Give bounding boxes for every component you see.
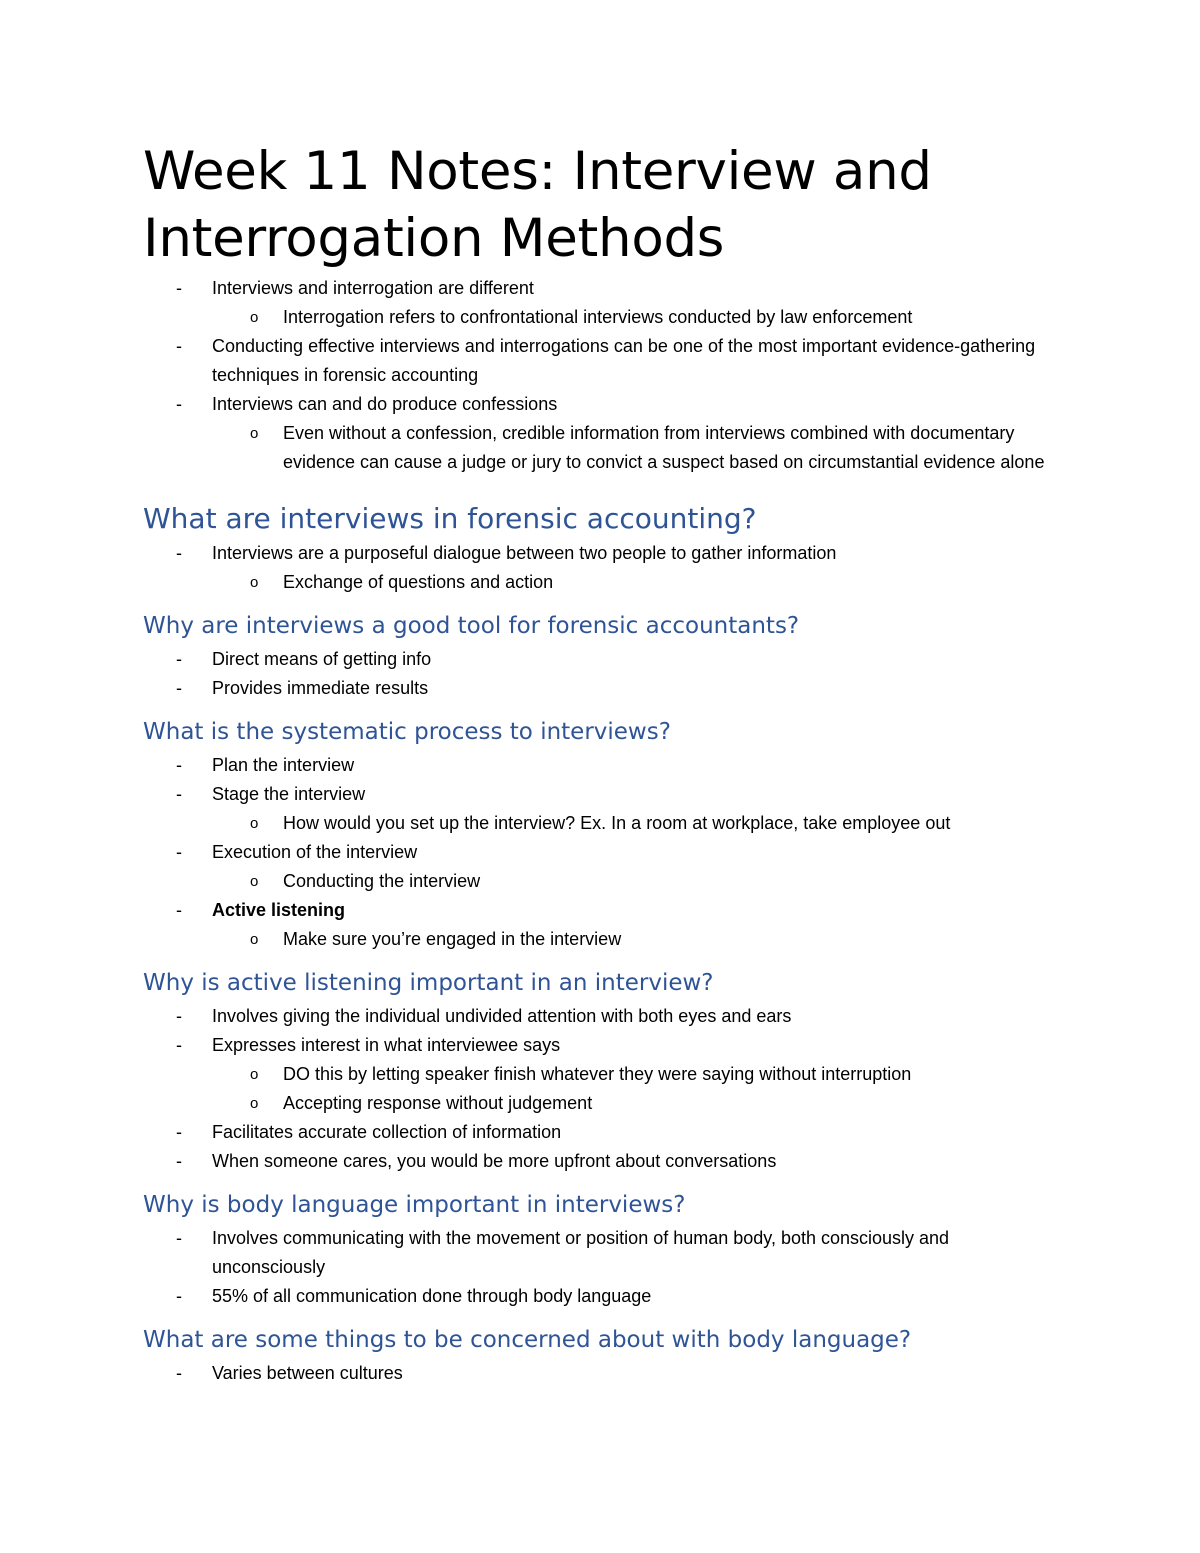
list-item xyxy=(143,896,1063,954)
list-item-text: Interviews are a purposeful dialogue between two people to gather information xyxy=(212,543,837,563)
sub-list-item-text: Accepting response without judgement xyxy=(283,1093,593,1113)
section-heading: What is the systematic process to interviews? xyxy=(143,719,671,745)
circle-bullet: o xyxy=(250,873,259,890)
circle-bullet: o xyxy=(250,574,259,591)
sub-list-item xyxy=(212,809,1063,838)
dash-bullet: - xyxy=(176,394,182,414)
list-item xyxy=(143,1147,1063,1176)
list-item-text: Interviews can and do produce confessions xyxy=(212,394,558,414)
sub-list-item-text: Conducting the interview xyxy=(283,871,481,891)
dash-bullet: - xyxy=(176,755,182,775)
list-item-text: 55% of all communication done through body language xyxy=(212,1286,652,1306)
list-item xyxy=(143,1224,1063,1282)
circle-bullet: o xyxy=(250,425,259,442)
section-heading: Why is active listening important in an interview? xyxy=(143,970,714,996)
sub-list-item-text: DO this by letting speaker finish whatever they were saying without interruption xyxy=(283,1064,912,1084)
list-item xyxy=(143,390,1063,477)
list-item xyxy=(143,1118,1063,1147)
sub-list-item xyxy=(212,1060,1063,1089)
list-item-text: Conducting effective interviews and interrogations can be one of the most important evidence-gathering techniques in forensic accounting xyxy=(212,336,1036,385)
dash-bullet: - xyxy=(176,1122,182,1142)
list-item-text: Active listening xyxy=(212,900,346,920)
sections-container xyxy=(143,501,1063,1388)
page-title: Week 11 Notes: Interview and Interrogation Methods xyxy=(143,141,932,269)
dash-bullet: - xyxy=(176,678,182,698)
sub-list xyxy=(143,867,1063,896)
list-item xyxy=(143,674,1063,703)
dash-bullet: - xyxy=(176,1035,182,1055)
dash-bullet: - xyxy=(176,900,182,920)
section-heading: What are some things to be concerned about with body language? xyxy=(143,1327,912,1353)
list-item-text: Varies between cultures xyxy=(212,1363,403,1383)
section-list xyxy=(143,645,1063,703)
section-heading: Why is body language important in interviews? xyxy=(143,1192,686,1218)
list-item xyxy=(143,274,1063,332)
circle-bullet: o xyxy=(250,931,259,948)
dash-bullet: - xyxy=(176,278,182,298)
list-item-text: Interviews and interrogation are different xyxy=(212,278,534,298)
list-item-text: Direct means of getting info xyxy=(212,649,432,669)
sub-list-item-text: Interrogation refers to confrontational interviews conducted by law enforcement xyxy=(283,307,913,327)
circle-bullet: o xyxy=(250,1095,259,1112)
document-body xyxy=(143,138,1063,1388)
sub-list-item-text: How would you set up the interview? Ex. In a room at workplace, take employee out xyxy=(283,813,951,833)
sub-list xyxy=(143,925,1063,954)
sub-list-item xyxy=(212,925,1063,954)
dash-bullet: - xyxy=(176,649,182,669)
section-heading: What are interviews in forensic accounting? xyxy=(143,502,757,535)
list-item-text: Stage the interview xyxy=(212,784,366,804)
sub-list-item-text: Make sure you’re engaged in the interview xyxy=(283,929,622,949)
circle-bullet: o xyxy=(250,815,259,832)
sub-list-item-text: Exchange of questions and action xyxy=(283,572,554,592)
section-list xyxy=(143,1359,1063,1388)
sub-list-item xyxy=(212,303,1063,332)
dash-bullet: - xyxy=(176,1151,182,1171)
list-item-text: Execution of the interview xyxy=(212,842,418,862)
list-item xyxy=(143,751,1063,780)
section-heading: Why are interviews a good tool for forensic accountants? xyxy=(143,613,800,639)
circle-bullet: o xyxy=(250,309,259,326)
circle-bullet: o xyxy=(250,1066,259,1083)
list-item-text: When someone cares, you would be more upfront about conversations xyxy=(212,1151,777,1171)
sub-list xyxy=(143,419,1063,477)
dash-bullet: - xyxy=(176,543,182,563)
list-item xyxy=(143,1282,1063,1311)
intro-list xyxy=(143,274,1063,477)
list-item-text: Plan the interview xyxy=(212,755,355,775)
list-item xyxy=(143,645,1063,674)
sub-list xyxy=(143,809,1063,838)
list-item-text: Involves giving the individual undivided attention with both eyes and ears xyxy=(212,1006,792,1026)
list-item-text: Provides immediate results xyxy=(212,678,429,698)
sub-list xyxy=(143,1060,1063,1118)
dash-bullet: - xyxy=(176,842,182,862)
dash-bullet: - xyxy=(176,1286,182,1306)
list-item xyxy=(143,1002,1063,1031)
dash-bullet: - xyxy=(176,1363,182,1383)
list-item-text: Facilitates accurate collection of information xyxy=(212,1122,562,1142)
sub-list xyxy=(143,568,1063,597)
list-item-text: Expresses interest in what interviewee says xyxy=(212,1035,561,1055)
list-item xyxy=(143,780,1063,838)
dash-bullet: - xyxy=(176,1228,182,1248)
sub-list-item xyxy=(212,1089,1063,1118)
sub-list-item xyxy=(212,568,1063,597)
sub-list-item-text: Even without a confession, credible information from interviews combined with documentary evidence can cause a judge or jury to convict a suspect based on circumstantial evidence alone xyxy=(283,423,1045,472)
section-list xyxy=(143,1224,1063,1311)
sub-list xyxy=(143,303,1063,332)
section-list xyxy=(143,539,1063,597)
section-list xyxy=(143,751,1063,954)
list-item xyxy=(143,838,1063,896)
sub-list-item xyxy=(212,867,1063,896)
sub-list-item xyxy=(212,419,1063,477)
list-item xyxy=(143,539,1063,597)
list-item xyxy=(143,332,1063,390)
dash-bullet: - xyxy=(176,336,182,356)
list-item xyxy=(143,1359,1063,1388)
list-item-text: Involves communicating with the movement or position of human body, both consciously and unconsciously xyxy=(212,1228,950,1277)
dash-bullet: - xyxy=(176,784,182,804)
dash-bullet: - xyxy=(176,1006,182,1026)
list-item xyxy=(143,1031,1063,1118)
section-list xyxy=(143,1002,1063,1176)
